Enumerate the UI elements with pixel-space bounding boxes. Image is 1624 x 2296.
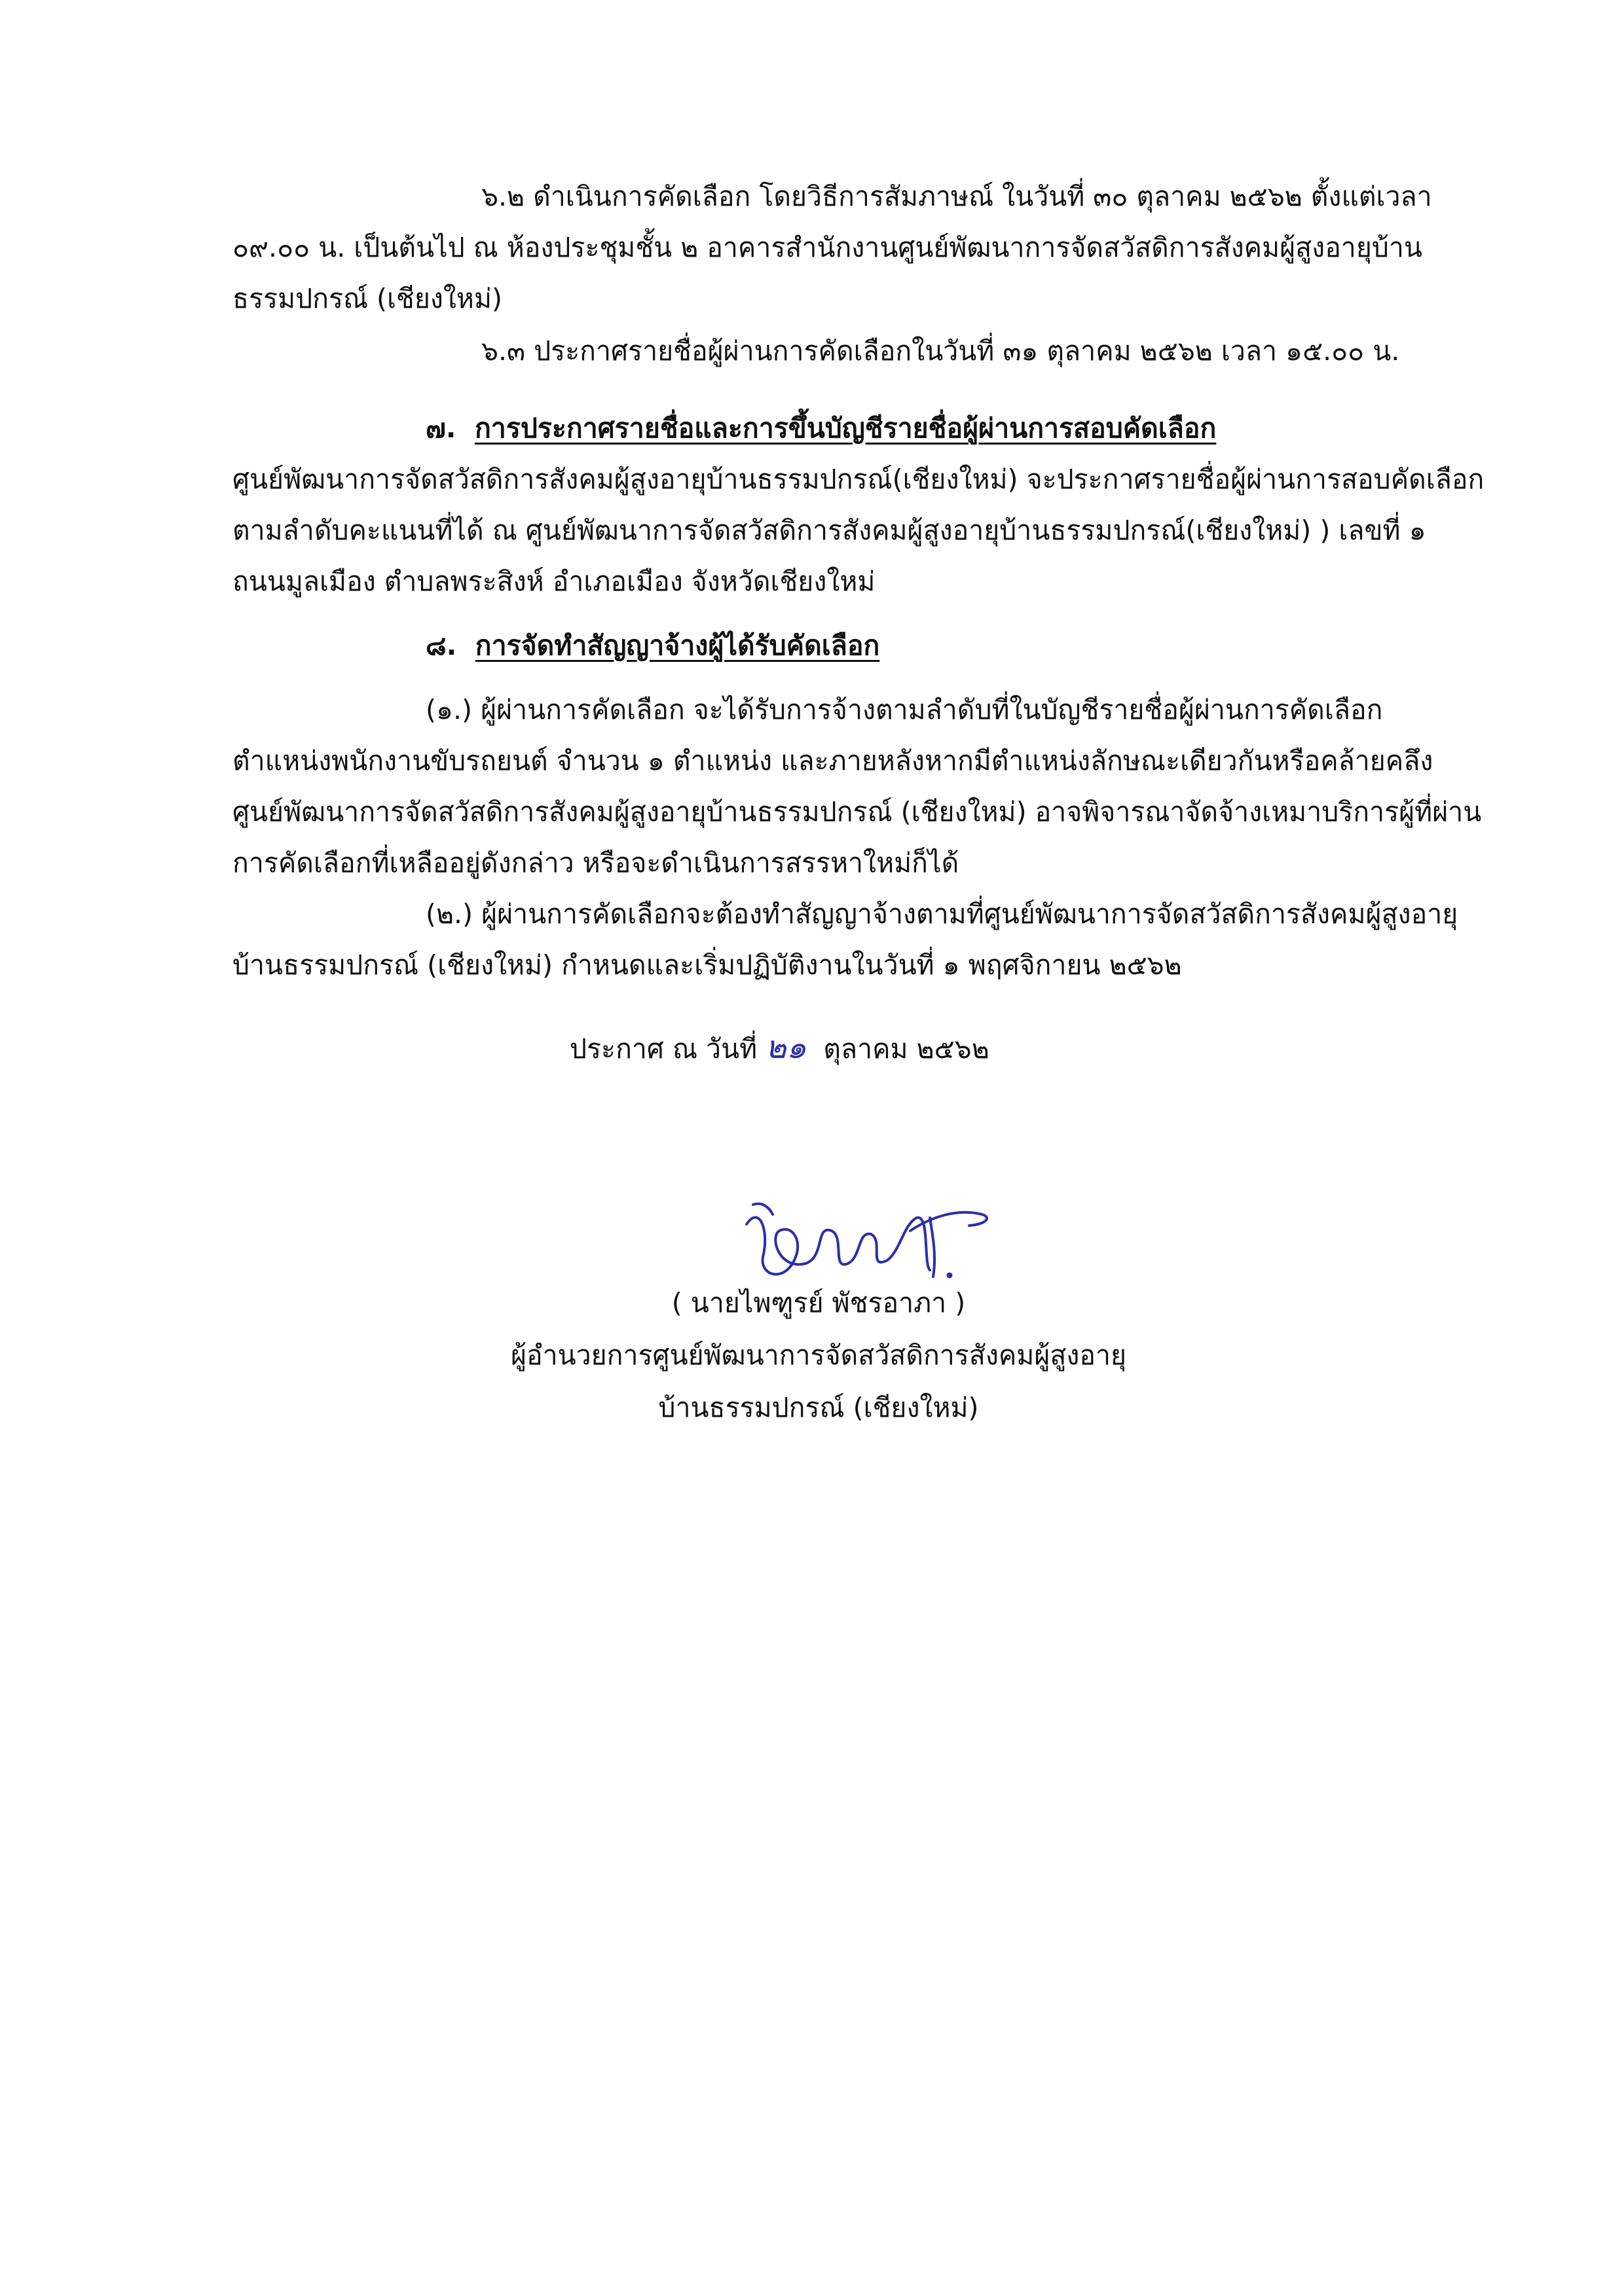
section8-title: การจัดทำสัญญาจ้างผู้ได้รับคัดเลือก [475,630,880,661]
announce-day: ๒๑ [766,1029,807,1066]
section7-number: ๗. [426,412,456,444]
section7-line1: ศูนย์พัฒนาการจัดสวัสดิการสังคมผู้สูงอายุบ้านธรรมปกรณ์(เชียงใหม่) จะประกาศรายชื่อผู้ผ่านการสอบคัดเลือก [232,464,1485,495]
section8-number: ๘. [426,630,457,661]
section8-p2-line1: (๒.) ผู้ผ่านการคัดเลือกจะต้องทำสัญญาจ้างตามที่ศูนย์พัฒนาการจัดสวัสดิการสังคมผู้สูงอายุ [426,898,1458,930]
section8-heading [426,626,879,665]
section8-p1-line1: (๑.) ผู้ผ่านการคัดเลือก จะได้รับการจ้างตามลำดับที่ในบัญชีรายชื่อผู้ผ่านการคัดเลือก [426,694,1383,725]
section8-p1-line3: ศูนย์พัฒนาการจัดสวัสดิการสังคมผู้สูงอายุบ้านธรรมปกรณ์ (เชียงใหม่) อาจพิจารณาจัดจ้างเหมาบริการผู้ที่ผ่าน [232,796,1482,828]
section7-line2: ตามลำดับคะแนนที่ได้ ณ ศูนย์พัฒนาการจัดสวัสดิการสังคมผู้สูงอายุบ้านธรรมปกรณ์(เชียงใหม่) ) เลขที่ ๑ [232,515,1426,546]
section7-line3: ถนนมูลเมือง ตำบลพระสิงห์ อำเภอเมือง จังหวัดเชียงใหม่ [232,566,876,597]
announce-date [570,1028,989,1068]
section6-item3-line1: ๖.๓ ประกาศรายชื่อผู้ผ่านการคัดเลือกในวันที่ ๓๑ ตุลาคม ๒๕๖๒ เวลา ๑๕.๐๐ น. [481,335,1400,367]
announce-prefix: ประกาศ ณ วันที่ [570,1033,758,1065]
section7-heading [426,409,1216,448]
section6-item2-line1: ๖.๒ ดำเนินการคัดเลือก โดยวิธีการสัมภาษณ์ ในวันที่ ๓๐ ตุลาคม ๒๕๖๒ ตั้งแต่เวลา [481,181,1432,212]
section8-p1-line4: การคัดเลือกที่เหลืออยู่ดังกล่าว หรือจะดำเนินการสรรหาใหม่ก็ได้ [232,847,959,879]
signer-position-line2: บ้านธรรมปกรณ์ (เชียงใหม่) [658,1392,979,1423]
section8-p2-line2: บ้านธรรมปกรณ์ (เชียงใหม่) กำหนดและเริ่มปฏิบัติงานในวันที่ ๑ พฤศจิกายน ๒๕๖๒ [232,949,1182,981]
announce-suffix: ตุลาคม ๒๕๖๒ [823,1033,989,1065]
signer-name: ( นายไพฑูรย์ พัชรอาภา ) [671,1287,966,1319]
section7-title: การประกาศรายชื่อและการขึ้นบัญชีรายชื่อผู้ผ่านการสอบคัดเลือก [474,412,1217,444]
section8-p1-line2: ตำแหน่งพนักงานขับรถยนต์ จำนวน ๑ ตำแหน่ง และภายหลังหากมีตำแหน่งลักษณะเดียวกันหรือคล้ายคลึง [232,745,1433,776]
section6-item2-line3: ธรรมปกรณ์ (เชียงใหม่) [232,283,502,314]
signer-position-line1: ผู้อำนวยการศูนย์พัฒนาการจัดสวัสดิการสังคมผู้สูงอายุ [510,1339,1127,1371]
section6-item2-line2: ๐๙.๐๐ น. เป็นต้นไป ณ ห้องประชุมชั้น ๒ อาคารสำนักงานศูนย์พัฒนาการจัดสวัสดิการสังคมผู้สูงอายุบ้าน [232,232,1422,263]
